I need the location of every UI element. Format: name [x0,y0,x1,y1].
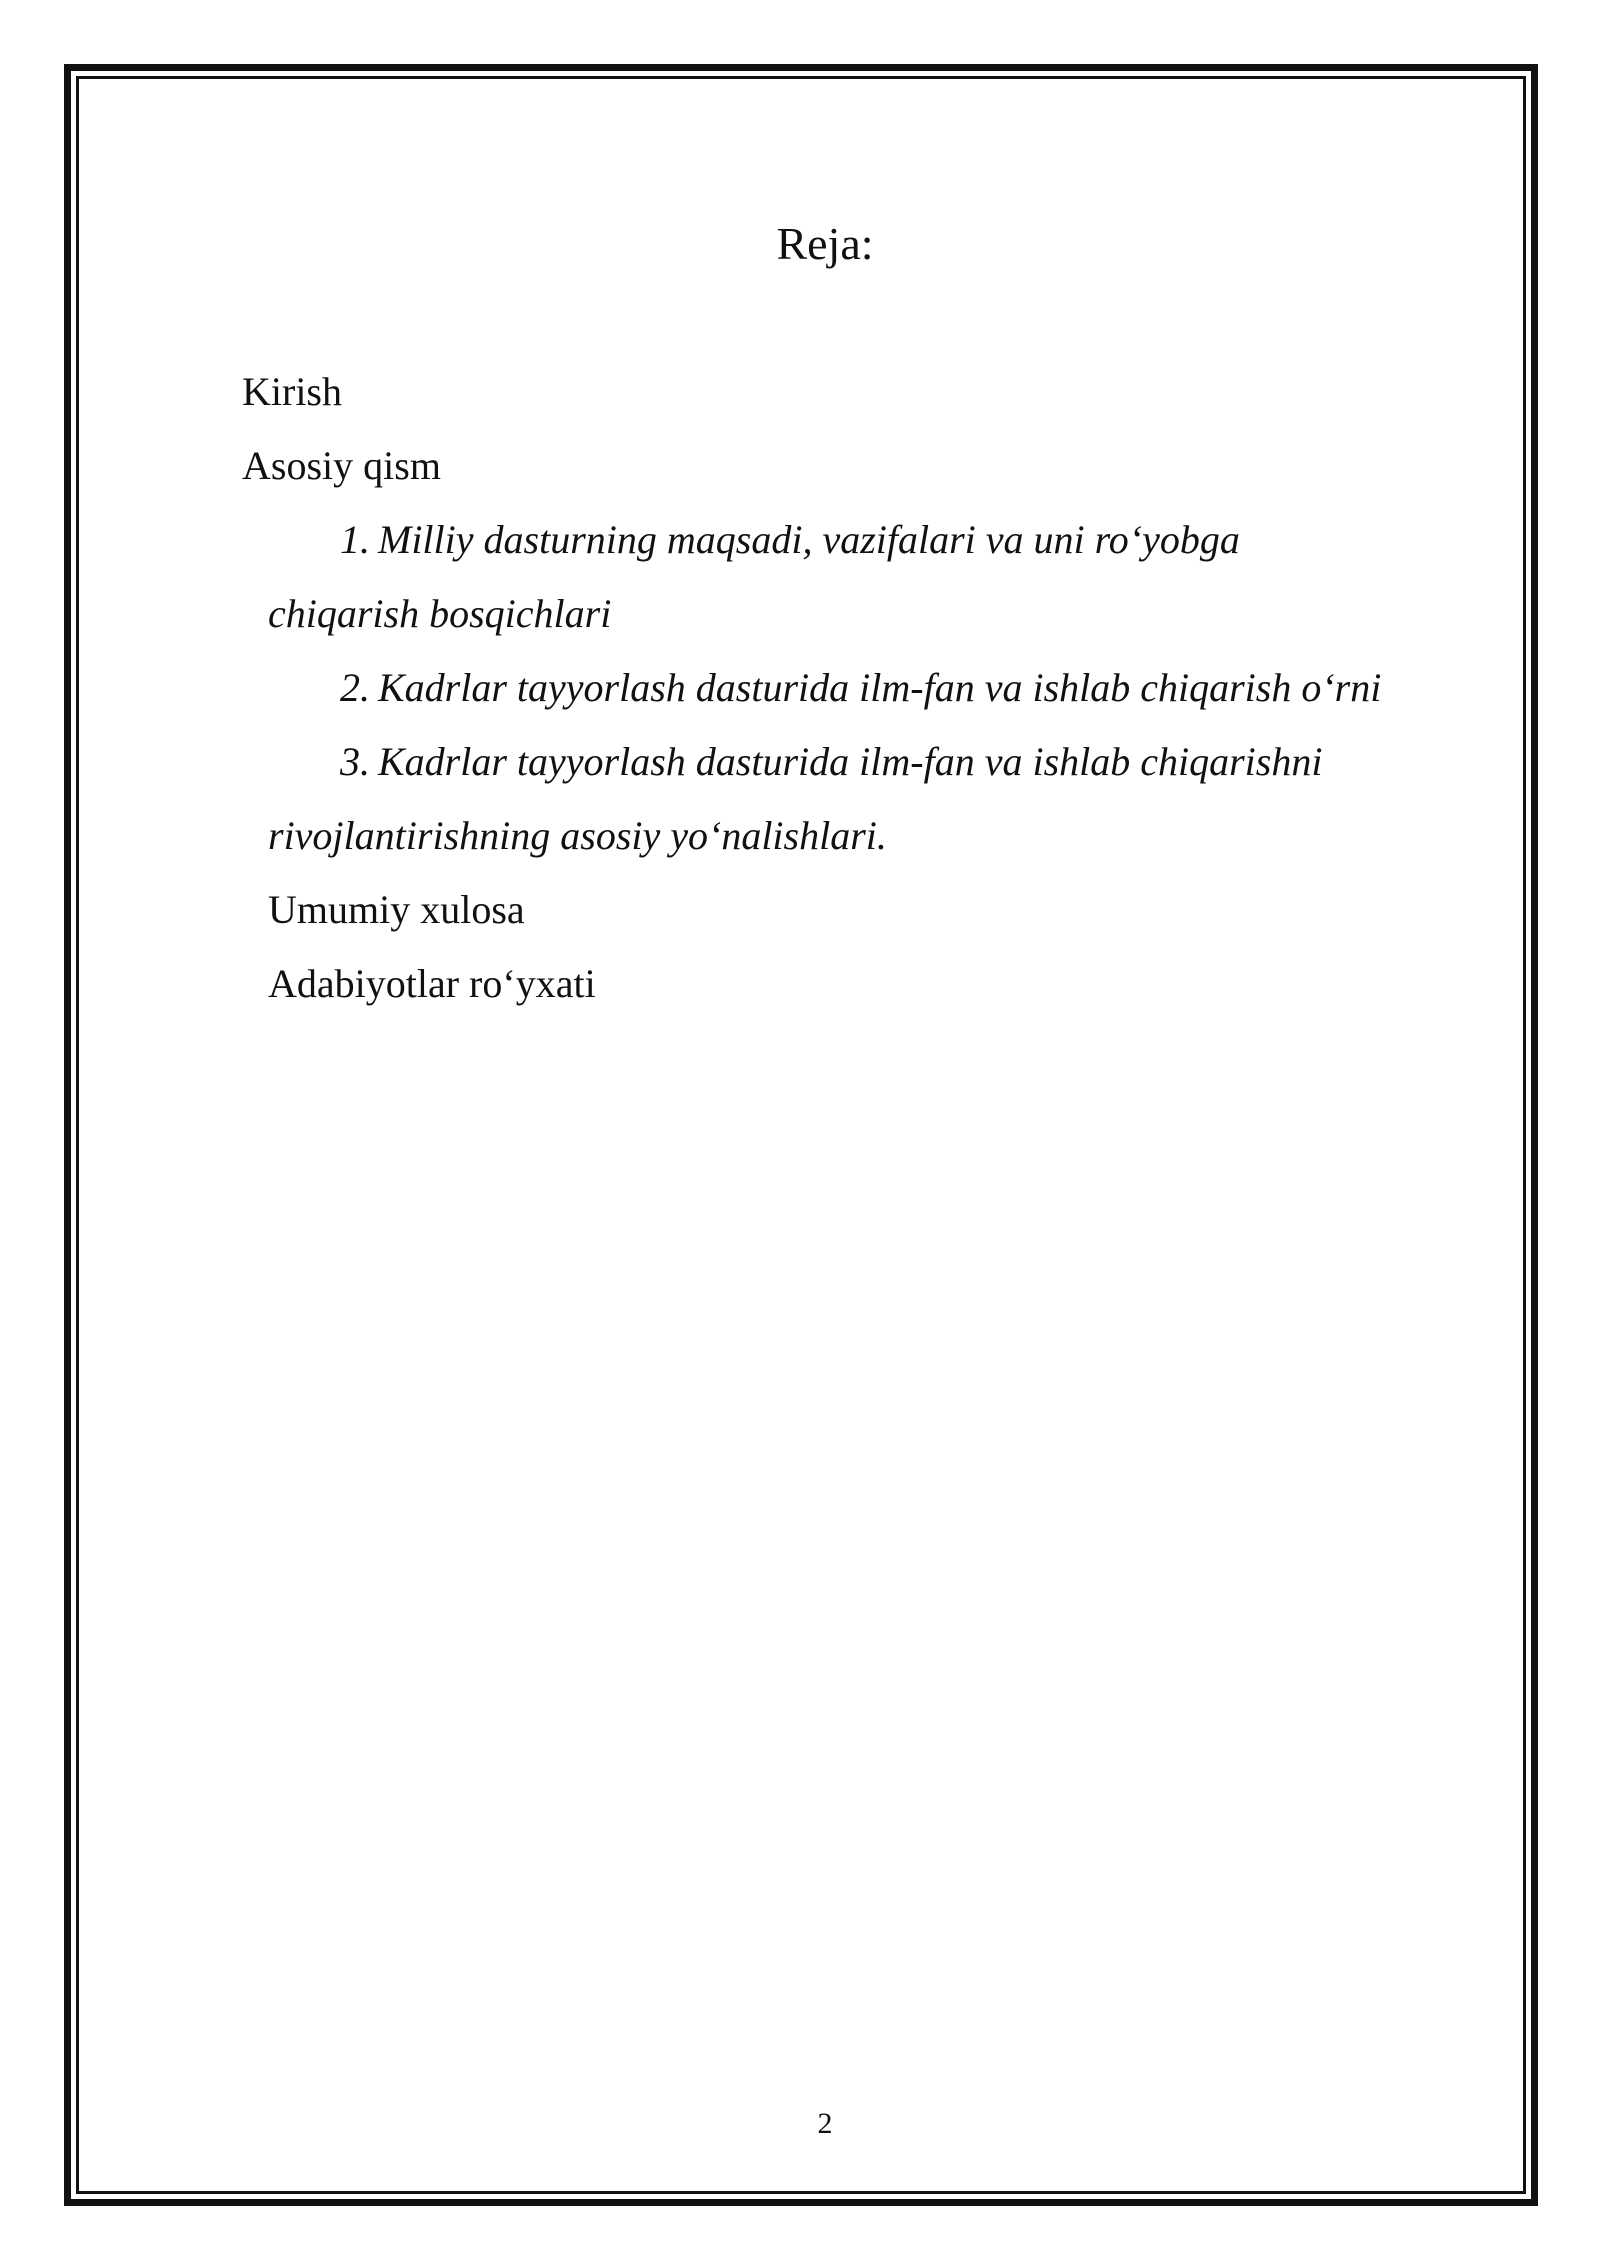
toc-item-2 [340,662,1381,714]
toc-item-1-continuation: chiqarish bosqichlari [268,591,612,636]
toc-item-2-number: 2. [340,665,370,710]
toc-references: Adabiyotlar ro‘yxati [268,961,596,1006]
page-number: 2 [817,2107,833,2140]
toc-item-3 [340,736,1322,788]
toc-item-3-continuation: rivojlantirishning asosiy yo‘nalishlari. [268,813,887,858]
toc-item-2-text: Kadrlar tayyorlash dasturida ilm-fan va ishlab chiqarish o‘rni [378,665,1382,710]
toc-item-1-text: Milliy dasturning maqsadi, vazifalari va uni ro‘yobga [378,517,1240,562]
toc-intro: Kirish [242,369,342,414]
toc-conclusion: Umumiy xulosa [268,887,525,932]
page-title: Reja: [776,218,874,269]
toc-main-part: Asosiy qism [242,443,441,488]
toc-item-1 [340,514,1240,566]
toc-item-3-number: 3. [340,739,370,784]
toc-item-1-number: 1. [340,517,370,562]
toc-item-3-text: Kadrlar tayyorlash dasturida ilm-fan va ishlab chiqarishni [378,739,1323,784]
